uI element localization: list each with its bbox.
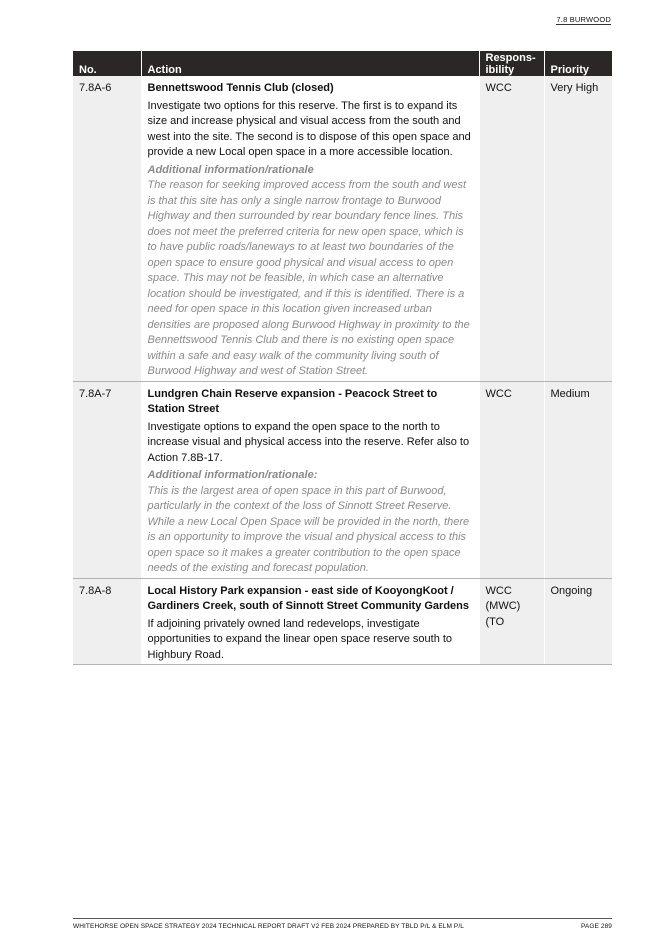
additional-info-text: The reason for seeking improved access from the south and west is that this site has only a single narrow frontage to Burwood Highway and then surrounded by rear boundary fence lines. This does not meet the preferred criteria for new open space, which is to have public roads/laneways to at least two boundaries of the open space to ensure good physical and visual access to open space. This may not be feasible, in which case an alternative location should be investigated, and if this is identified. There is a need for open space in this location given increased urban densities are proposed along Burwood Highway in proximity to the Bennettswood Tennis Club and there is no existing open space within a safe and easy walk of the community living south of Burwood Highway and west of Station Street. [147,179,470,377]
responsibility-value: WCC [485,584,512,597]
action-title: Local History Park expansion - east side of KooyongKoot / Gardiners Creek, south of Sinnott Street Community Gardens [147,584,469,612]
column-header-responsibility: Respons- ibility [479,51,544,76]
table-row [73,381,612,578]
additional-info-text: This is the largest area of open space in this part of Burwood, particularly in the context of the loss of Sinnott Street Reserve. While a new Local Open Space will be provided in the north, there is an opportunity to improve the visual and physical access to this open space so it makes a greater contribution to the open space needs of the existing and forecast population. [147,484,470,574]
page-number: PAGE 289 [580,923,612,930]
footer-report-title: WHITEHORSE OPEN SPACE STRATEGY 2024 TECHNICAL REPORT DRAFT V2 FEB 2024 PREPARED BY TBLD P/L & ELM P/L [73,923,464,930]
priority-value: Medium [544,381,612,578]
table-row [73,578,612,665]
column-header-priority: Priority [544,51,612,76]
section-header: 7.8 BURWOOD [556,15,611,24]
additional-info-label: Additional information/rationale [147,163,314,176]
responsibility-value: WCC [485,387,512,400]
action-number: 7.8A-7 [73,381,141,578]
table-header-row [73,51,612,76]
responsibility-cell [479,578,544,665]
actions-table [73,51,612,665]
responsibility-cell [479,76,544,381]
action-description: Investigate options to expand the open space to the north to increase visual and physical access into the reserve. Refer also to Action 7.8B-17. [147,420,470,464]
column-header-no: No. [73,51,141,76]
responsibility-value: WCC [485,82,512,94]
column-header-action: Action [141,51,479,76]
action-number: 7.8A-6 [73,76,141,381]
additional-info-label: Additional information/rationale: [147,469,318,481]
action-title: Bennettswood Tennis Club (closed) [147,82,334,94]
responsibility-value: (MWC) [485,600,521,612]
action-description: Investigate two options for this reserve. The first is to expand its size and increase physical and visual access from the south and west into the site. The second is to dispose of this open space and provide a new Local open space in a more accessible location. [147,99,471,158]
action-cell [141,578,479,665]
action-title: Lundgren Chain Reserve expansion - Peacock Street to Station Street [147,387,438,415]
page-footer [73,918,612,930]
table-row [73,76,612,381]
responsibility-cell [479,381,544,578]
priority-value: Ongoing [544,578,612,665]
priority-value: Very High [544,76,612,381]
action-description: If adjoining privately owned land redevelops, investigate opportunities to expand the linear open space reserve south to Highbury Road. [147,617,453,661]
action-cell [141,381,479,578]
responsibility-value: (TO [485,615,505,628]
action-cell [141,76,479,381]
action-number: 7.8A-8 [73,578,141,665]
